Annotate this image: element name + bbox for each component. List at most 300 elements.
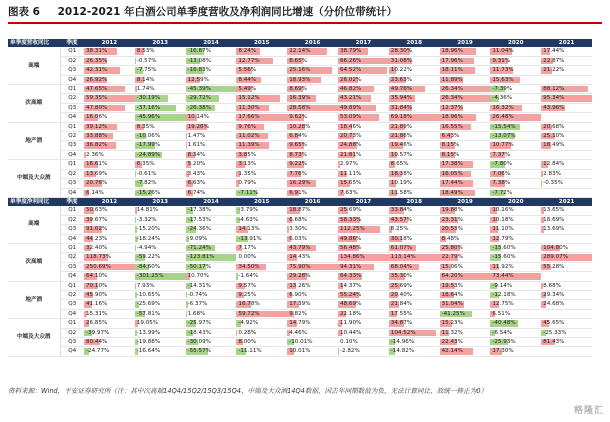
quarter-label: Q1: [60, 206, 84, 215]
value-text: 18.64%: [441, 291, 463, 298]
value-cell: [490, 328, 541, 337]
value-cell: [338, 103, 389, 112]
value-cell: [236, 122, 287, 131]
value-text: -11.11%: [238, 348, 262, 355]
value-cell: [490, 272, 541, 281]
value-cell: [135, 309, 186, 318]
value-text: 0.28%: [238, 329, 257, 336]
value-cell: [84, 319, 135, 328]
value-text: -15.20%: [136, 226, 161, 233]
value-cell: [440, 75, 491, 84]
value-cell: [541, 206, 592, 215]
value-text: -4.92%: [238, 320, 259, 327]
value-text: 21.89%: [390, 123, 413, 130]
value-text: 10.16%: [492, 207, 514, 214]
value-cell: [287, 160, 338, 169]
value-text: 21.81%: [339, 151, 362, 158]
value-cell: [541, 179, 592, 188]
group-label: 地产酒: [8, 281, 60, 319]
value-text: 1.47%: [187, 133, 206, 140]
value-text: 7.93%: [136, 282, 155, 289]
value-cell: [84, 272, 135, 281]
value-cell: [287, 281, 338, 290]
value-cell: [338, 253, 389, 262]
value-text: 45.90%: [86, 291, 108, 298]
value-text: 43.96%: [543, 104, 565, 111]
quarter-label: Q1: [60, 160, 84, 169]
value-cell: [84, 243, 135, 252]
value-text: 22.14%: [289, 48, 311, 55]
value-text: 6.91%: [289, 189, 307, 196]
value-cell: [236, 300, 287, 309]
value-cell: [440, 225, 491, 234]
quarter-label: Q3: [60, 141, 84, 150]
value-cell: [84, 253, 135, 262]
value-text: -25.93%: [492, 339, 516, 345]
value-cell: [440, 179, 491, 188]
value-cell: [135, 319, 186, 328]
value-text: 28.30%: [390, 48, 413, 55]
value-cell: [490, 75, 541, 84]
table-row: [8, 66, 592, 75]
value-cell: [338, 94, 389, 103]
value-text: -16.64%: [136, 348, 161, 355]
value-cell: [541, 328, 592, 337]
value-cell: [389, 47, 440, 56]
value-cell: [135, 234, 186, 243]
value-text: -4.36%: [492, 95, 513, 102]
value-text: -16.83%: [187, 67, 211, 74]
value-cell: [287, 234, 338, 243]
year-column-header: 2018: [389, 197, 440, 206]
table-header-row: [8, 39, 592, 47]
value-cell: [389, 347, 440, 356]
value-cell: [135, 113, 186, 122]
value-text: 22.43%: [441, 339, 463, 345]
group-label: 中端及大众酒: [8, 319, 60, 357]
year-column-header: 2017: [338, 197, 389, 206]
value-cell: [440, 47, 491, 56]
value-text: -0.57%: [136, 57, 157, 64]
title-rule: [8, 22, 602, 24]
value-cell: [389, 56, 440, 65]
table-row: [8, 281, 592, 290]
value-text: -84.60%: [136, 263, 161, 270]
value-cell: [338, 347, 389, 356]
value-cell: [541, 253, 592, 262]
group-label: 地产酒: [8, 122, 60, 160]
value-cell: [490, 300, 541, 309]
value-cell: [287, 328, 338, 337]
value-text: 38.79%: [339, 48, 362, 55]
value-text: 19.05%: [136, 320, 159, 327]
table-row: [8, 150, 592, 159]
value-text: 94.31%: [339, 263, 362, 270]
year-column-header: 2016: [287, 197, 338, 206]
value-cell: [338, 122, 389, 131]
value-text: -25.97%: [187, 320, 211, 327]
year-column-header: 2014: [186, 197, 237, 206]
value-text: 88.12%: [543, 86, 565, 93]
value-cell: [440, 56, 491, 65]
value-text: 80.44%: [86, 339, 108, 345]
value-cell: [490, 85, 541, 94]
value-cell: [440, 188, 491, 197]
value-text: 12.84%: [543, 161, 565, 168]
value-cell: [135, 272, 186, 281]
value-text: 12.77%: [238, 57, 260, 64]
value-text: 29.28%: [289, 273, 311, 280]
value-text: 18.49%: [543, 142, 565, 149]
value-text: 10.70%: [187, 273, 209, 280]
value-cell: [84, 150, 135, 159]
value-cell: [338, 234, 389, 243]
value-text: 31.08%: [390, 57, 413, 64]
value-text: 55.24%: [339, 291, 362, 298]
value-cell: [389, 215, 440, 224]
value-text: 8.44%: [238, 76, 257, 83]
value-text: 59.35%: [86, 95, 108, 102]
value-text: 24.68%: [543, 301, 565, 308]
value-cell: [541, 85, 592, 94]
value-cell: [236, 338, 287, 347]
value-text: -9.14%: [492, 282, 513, 289]
value-cell: [338, 75, 389, 84]
value-cell: [84, 225, 135, 234]
value-text: 1.68%: [187, 310, 206, 317]
value-cell: [186, 309, 237, 318]
value-cell: [135, 66, 186, 75]
value-cell: [389, 94, 440, 103]
value-cell: [84, 328, 135, 337]
year-column-header: 2015: [236, 39, 287, 47]
value-cell: [389, 179, 440, 188]
value-cell: [440, 215, 491, 224]
value-text: 69.18%: [390, 114, 413, 121]
value-cell: [541, 160, 592, 169]
value-text: 29.34%: [543, 291, 565, 298]
value-text: -7.72%: [492, 189, 513, 196]
value-text: 59.72%: [238, 310, 260, 317]
value-text: 9.62%: [289, 114, 307, 121]
value-text: 33.84%: [390, 207, 413, 214]
value-text: -0.74%: [187, 291, 208, 298]
value-text: 7.37%: [492, 151, 511, 158]
value-text: 26.34%: [441, 86, 463, 93]
value-text: 23.31%: [441, 216, 463, 223]
value-text: 35.30%: [390, 273, 413, 280]
value-text: 20.73%: [339, 133, 362, 140]
value-text: 8.65%: [390, 161, 409, 168]
value-text: 64.33%: [339, 273, 362, 280]
value-text: 42.31%: [86, 67, 108, 74]
value-cell: [338, 179, 389, 188]
value-text: 25.69%: [339, 207, 362, 214]
value-text: -13.07%: [492, 133, 516, 140]
value-text: 24.88%: [339, 142, 362, 149]
value-cell: [541, 169, 592, 178]
table-row: [8, 234, 592, 243]
value-text: 16.32%: [492, 104, 514, 111]
value-text: 13.26%: [289, 282, 311, 289]
value-cell: [236, 234, 287, 243]
value-text: 19.46%: [390, 142, 413, 149]
table-row: [8, 262, 592, 271]
value-text: 6.43%: [441, 133, 460, 140]
value-cell: [389, 309, 440, 318]
value-text: 4.46%: [289, 329, 307, 336]
table-row: [8, 272, 592, 281]
value-text: [541, 348, 543, 354]
value-cell: [287, 150, 338, 159]
year-column-header: 2014: [186, 39, 237, 47]
value-cell: [440, 319, 491, 328]
value-cell: [186, 85, 237, 94]
value-cell: [338, 290, 389, 299]
value-text: 75.90%: [289, 263, 311, 270]
value-cell: [490, 347, 541, 356]
value-cell: [84, 141, 135, 150]
value-text: 11.32%: [441, 329, 463, 336]
value-text: 58.33%: [339, 216, 362, 223]
value-cell: [287, 122, 338, 131]
quarter-label: Q1: [60, 85, 84, 94]
quarter-label: Q2: [60, 215, 84, 224]
value-text: -45.39%: [187, 86, 211, 93]
group-label: 次高端: [8, 85, 60, 123]
value-cell: [440, 262, 491, 271]
value-cell: [541, 281, 592, 290]
value-text: -17.99%: [136, 142, 161, 149]
value-cell: [490, 56, 541, 65]
value-text: [541, 311, 543, 317]
group-label: 高端: [8, 206, 60, 243]
value-text: 6.68%: [289, 216, 307, 223]
value-text: -24.89%: [136, 151, 161, 158]
value-cell: [440, 122, 491, 131]
value-text: -15.60%: [492, 244, 516, 251]
value-text: [541, 190, 543, 196]
value-text: 8.35%: [136, 123, 155, 130]
value-text: 39.67%: [86, 216, 108, 223]
value-cell: [389, 150, 440, 159]
value-text: 8.00%: [238, 339, 257, 345]
value-cell: [186, 169, 237, 178]
value-text: 44.23%: [86, 235, 108, 242]
value-text: -7.11%: [238, 189, 259, 196]
value-cell: [186, 319, 237, 328]
value-cell: [84, 234, 135, 243]
table-row: [8, 122, 592, 131]
value-cell: [84, 206, 135, 215]
value-text: 45.65%: [543, 320, 565, 327]
value-text: 10.44%: [339, 329, 362, 336]
table-row: [8, 328, 592, 337]
year-column-header: 2019: [440, 197, 491, 206]
value-cell: [490, 103, 541, 112]
value-text: -3.79%: [238, 207, 259, 214]
value-cell: [440, 132, 491, 141]
value-text: 26.85%: [86, 320, 108, 327]
value-cell: [389, 122, 440, 131]
value-text: 11.11%: [339, 170, 362, 177]
value-cell: [84, 85, 135, 94]
value-text: -30.19%: [136, 95, 161, 102]
value-text: -15.54%: [492, 123, 516, 130]
value-text: -2.82%: [339, 348, 360, 355]
value-cell: [186, 56, 237, 65]
quarter-label: Q4: [60, 150, 84, 159]
value-text: 104.52%: [390, 329, 416, 336]
value-cell: [84, 103, 135, 112]
value-cell: [440, 103, 491, 112]
group-label: 次高端: [8, 243, 60, 281]
value-text: 73.44%: [492, 273, 514, 280]
table-row: [8, 169, 592, 178]
value-text: 25.80%: [441, 244, 463, 251]
value-cell: [338, 272, 389, 281]
value-cell: [135, 75, 186, 84]
value-text: 26.48%: [492, 114, 514, 121]
table-row: [8, 243, 592, 252]
value-cell: [236, 188, 287, 197]
value-text: 11.92%: [492, 263, 514, 270]
value-text: 21.86%: [390, 133, 413, 140]
value-text: 25.16%: [289, 67, 311, 74]
value-text: [541, 114, 543, 120]
table-row: [8, 113, 592, 122]
quarter-label: Q2: [60, 290, 84, 299]
value-text: 26.02%: [339, 76, 362, 83]
table-row: [8, 141, 592, 150]
value-text: 18.96%: [441, 48, 463, 55]
value-text: 16.06%: [86, 114, 108, 121]
value-cell: [440, 309, 491, 318]
value-text: 9.57%: [238, 282, 257, 289]
value-cell: [84, 179, 135, 188]
value-cell: [389, 234, 440, 243]
value-cell: [186, 281, 237, 290]
value-cell: [490, 309, 541, 318]
value-cell: [338, 188, 389, 197]
value-text: 10.18%: [492, 216, 514, 223]
value-cell: [135, 56, 186, 65]
value-cell: [84, 132, 135, 141]
value-text: 16.78%: [238, 301, 260, 308]
value-text: 41.16%: [86, 301, 108, 308]
value-text: 49.89%: [339, 104, 362, 111]
value-text: 17.38%: [441, 161, 463, 168]
value-text: 9.65%: [289, 142, 307, 149]
value-cell: [389, 169, 440, 178]
value-text: [541, 152, 543, 158]
value-cell: [389, 300, 440, 309]
value-cell: [440, 141, 491, 150]
value-text: 2.36%: [86, 151, 104, 158]
value-cell: [186, 347, 237, 356]
year-column-header: 2021: [541, 197, 592, 206]
value-cell: [236, 206, 287, 215]
value-text: -40.48%: [492, 320, 516, 327]
value-cell: [338, 132, 389, 141]
value-cell: [541, 75, 592, 84]
value-cell: [186, 75, 237, 84]
value-text: 47.65%: [86, 86, 108, 93]
group-label: 中端及大众酒: [8, 160, 60, 198]
value-text: 6.90%: [289, 291, 307, 298]
value-text: 13.69%: [543, 226, 565, 233]
value-cell: [84, 262, 135, 271]
value-cell: [135, 188, 186, 197]
value-cell: [135, 122, 186, 131]
value-text: 49.86%: [339, 235, 362, 242]
value-text: 16.39%: [289, 95, 311, 102]
value-cell: [287, 141, 338, 150]
value-cell: [135, 338, 186, 347]
value-cell: [490, 234, 541, 243]
value-text: -13.08%: [187, 57, 211, 64]
value-cell: [541, 338, 592, 347]
value-cell: [186, 47, 237, 56]
value-cell: [135, 253, 186, 262]
value-cell: [490, 94, 541, 103]
value-cell: [135, 132, 186, 141]
value-cell: [440, 160, 491, 169]
table-row: [8, 206, 592, 215]
value-cell: [338, 262, 389, 271]
value-cell: [236, 243, 287, 252]
value-cell: [287, 290, 338, 299]
value-cell: [236, 272, 287, 281]
value-cell: [541, 113, 592, 122]
value-cell: [338, 338, 389, 347]
quarter-label: Q2: [60, 328, 84, 337]
value-cell: [84, 113, 135, 122]
quarter-label: Q4: [60, 188, 84, 197]
value-cell: [287, 206, 338, 215]
value-cell: [541, 319, 592, 328]
value-text: -14.96%: [390, 339, 415, 345]
value-cell: [135, 141, 186, 150]
value-text: 19.26%: [187, 123, 209, 130]
value-text: 17.96%: [441, 57, 463, 64]
value-text: -50.17%: [187, 263, 211, 270]
value-cell: [84, 347, 135, 356]
value-cell: [440, 253, 491, 262]
value-text: 16.55%: [441, 123, 463, 130]
value-text: -0.35%: [543, 180, 563, 187]
value-text: 12.59%: [187, 76, 209, 83]
value-text: 6.03%: [289, 235, 307, 242]
value-cell: [389, 281, 440, 290]
value-cell: [490, 253, 541, 262]
value-cell: [186, 225, 237, 234]
quarter-label: Q1: [60, 281, 84, 290]
value-text: 22.79%: [441, 254, 463, 261]
value-cell: [490, 122, 541, 131]
value-cell: [186, 338, 237, 347]
value-cell: [541, 150, 592, 159]
quarter-column-header: 季度: [60, 197, 84, 206]
value-text: 11.30%: [238, 104, 260, 111]
table-row: [8, 160, 592, 169]
value-cell: [389, 141, 440, 150]
table-row: [8, 188, 592, 197]
value-text: 49.76%: [390, 86, 413, 93]
value-text: 118.73%: [86, 254, 111, 261]
value-text: -10.65%: [136, 291, 161, 298]
value-text: 6.74%: [187, 189, 206, 196]
